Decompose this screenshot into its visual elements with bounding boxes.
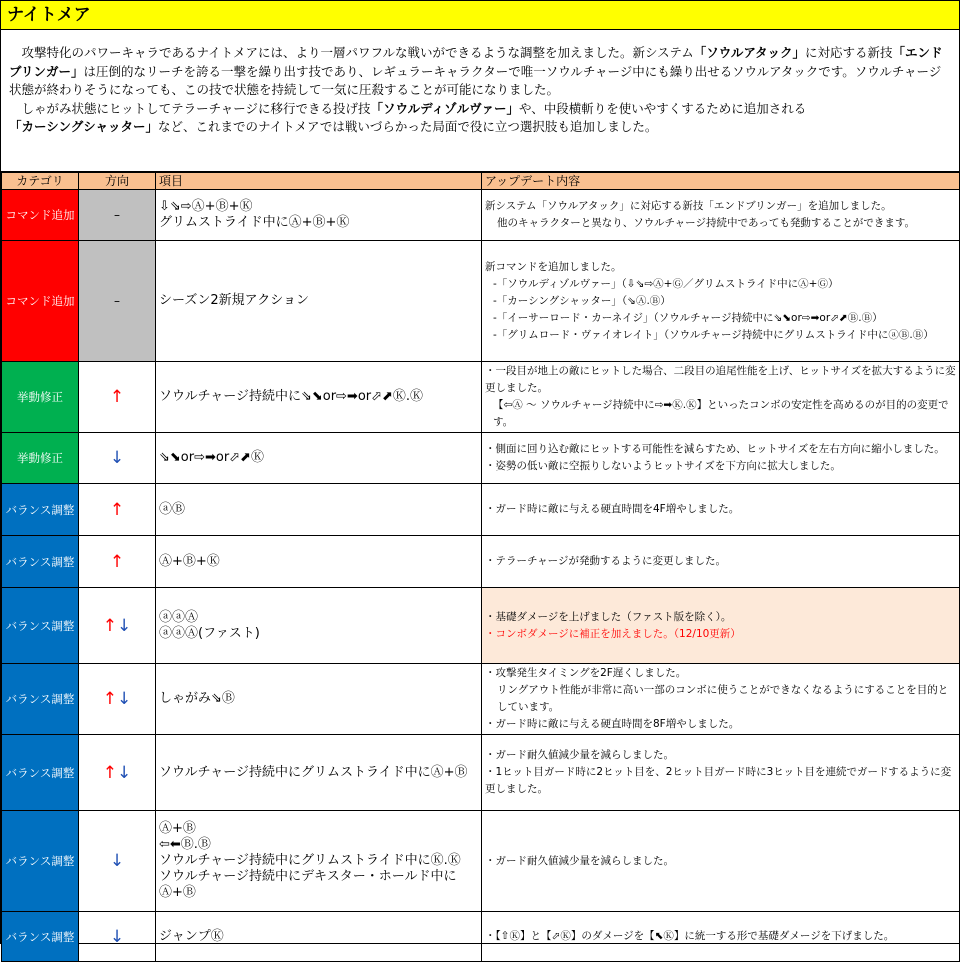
down-arrow-icon: ↓: [117, 615, 132, 636]
table-row: [2, 536, 960, 588]
direction-cell: [79, 735, 156, 811]
item-line: ソウルチャージ持続中にグリムストライド中にⒶ+Ⓑ: [159, 764, 468, 780]
intro-text-span: など、これまでのナイトメアでは戦いづらかった局面で役に立つ選択肢も追加しました。: [157, 119, 658, 134]
update-cell: [482, 735, 960, 811]
update-cell: [482, 536, 960, 588]
header-update: アップデート内容: [482, 173, 960, 190]
page-title: ナイトメア: [1, 1, 959, 30]
item-cell: [156, 190, 482, 241]
table-row: [2, 735, 960, 811]
item-line: Ⓐ+Ⓑ: [159, 821, 196, 836]
update-line: リングアウト性能が非常に高い一部のコンボに使うことができなくなるようにすることを目的としています。: [497, 684, 949, 713]
header-direction: 方向: [79, 173, 156, 190]
header-category: カテゴリ: [2, 173, 79, 190]
item-cell: [156, 484, 482, 536]
update-line: ・1ヒット目ガード時に2ヒット目を、2ヒット目ガード時に3ヒット目を連続でガードするように変更しました。: [485, 766, 952, 795]
item-line: ⇦⬅Ⓑ.Ⓑ: [159, 837, 211, 852]
item-cell: [156, 664, 482, 735]
item-line: グリムストライド中にⒶ+Ⓑ+Ⓚ: [159, 215, 350, 230]
table-row: [2, 664, 960, 735]
intro-bold-soul-dissolver: 「ソウルディゾルヴァー」: [370, 100, 520, 116]
item-cell: [156, 362, 482, 433]
update-line: 他のキャラクターと異なり、ソウルチャージ持続中であっても発動することができます。: [497, 217, 916, 229]
item-cell: [156, 536, 482, 588]
update-line: ・【⇧Ⓚ】と【⬀Ⓚ】のダメージを【⬉Ⓚ】に統一する形で基礎ダメージを下げました。: [485, 930, 895, 942]
update-cell: [482, 811, 960, 912]
down-arrow-icon: ↓: [117, 762, 132, 783]
table-row: [2, 811, 960, 912]
item-line: ジャンプⓀ: [159, 928, 224, 944]
item-line: ソウルチャージ持続中にグリムストライド中にⓀ.Ⓚ: [159, 853, 461, 868]
update-line: ・ガード時に敵に与える硬直時間を4F増やしました。: [485, 503, 740, 515]
table-row: [2, 588, 960, 664]
item-cell: [156, 241, 482, 362]
table-row: [2, 190, 960, 241]
intro-text: [1, 30, 959, 172]
update-cell: [482, 912, 960, 962]
update-cell: [482, 664, 960, 735]
category-cell: コマンド追加: [2, 190, 79, 241]
up-arrow-icon: ↑: [102, 762, 117, 783]
update-cell: [482, 484, 960, 536]
table-header-row: [2, 173, 960, 190]
up-arrow-icon: ↑: [102, 615, 117, 636]
header-item: 項目: [156, 173, 482, 190]
update-line: 新コマンドを追加しました。: [485, 260, 622, 273]
item-line: ⓐⓐⒶ(ファスト): [159, 625, 260, 641]
category-cell: バランス調整: [2, 811, 79, 912]
item-line: ソウルチャージ持続中に⇘⬊or⇨➡or⬀⬈Ⓚ.Ⓚ: [159, 389, 424, 404]
update-table: [1, 172, 960, 962]
down-arrow-icon: ↓: [117, 689, 132, 709]
item-line: Ⓐ+Ⓑ+Ⓚ: [159, 553, 220, 569]
item-line: ソウルチャージ持続中にデキスター・ホールド中にⒶ+Ⓑ: [159, 869, 457, 900]
item-cell: [156, 811, 482, 912]
update-line: ・姿勢の低い敵に空振りしないようヒットサイズを下方向に拡大しました。: [485, 460, 841, 472]
direction-cell: ↓: [79, 811, 156, 912]
update-line: 【⇦Ⓐ ～ ソウルチャージ持続中に⇨➡Ⓚ.Ⓚ】といったコンボの安定性を高めるのが目的の変更です。: [493, 399, 949, 428]
category-cell: コマンド追加: [2, 241, 79, 362]
update-line: -「カーシングシャッター」（⇘Ⓐ.Ⓑ）: [493, 294, 671, 307]
category-cell: バランス調整: [2, 536, 79, 588]
direction-cell: –: [79, 241, 156, 362]
direction-cell: [79, 588, 156, 664]
direction-cell: ↓: [79, 433, 156, 484]
update-line-revised: ・コンボダメージに補正を加えました。（12/10更新）: [485, 627, 741, 640]
update-line: -「グリムロード・ヴァイオレイト」（ソウルチャージ持続中にグリムストライド中にⓐⒷ.Ⓑ）: [493, 328, 934, 341]
intro-bold-soul-attack: 「ソウルアタック」: [693, 45, 806, 60]
item-line: しゃがみ⇘Ⓑ: [159, 691, 235, 706]
intro-bold-end-bringer: 「エンドブリンガー」: [9, 45, 943, 79]
direction-cell: ↑: [79, 362, 156, 433]
update-cell: [482, 588, 960, 664]
direction-cell: ↓: [79, 912, 156, 962]
category-cell: バランス調整: [2, 912, 79, 962]
category-cell: バランス調整: [2, 664, 79, 735]
category-cell: 挙動修正: [2, 362, 79, 433]
item-line: ⇘⬊or⇨➡or⬀⬈Ⓚ: [159, 450, 264, 465]
update-cell: [482, 241, 960, 362]
intro-text-span: は圧倒的なリーチを誇る一撃を繰り出す技であり、レギュラーキャラクターで唯一ソウルチャージ中にも繰り出せるソウルアタックです。ソウルチャージ状態が終わりそうになっても、この技で状態を持続して一気に圧殺することが可能になりました。: [9, 63, 942, 97]
intro-text-span: に対応する新技: [805, 45, 893, 60]
category-cell: バランス調整: [2, 588, 79, 664]
update-line: ・基礎ダメージを上げました（ファスト版を除く）。: [485, 610, 732, 623]
table-row: [2, 912, 960, 962]
intro-bold-cursing-shatter: 「カーシングシャッター」: [9, 119, 158, 134]
table-row: [2, 241, 960, 362]
direction-cell: ↑: [79, 536, 156, 588]
update-line: ・ガード時に敵に与える硬直時間を8F増やしました。: [485, 718, 740, 730]
update-cell: [482, 362, 960, 433]
table-row: [2, 484, 960, 536]
intro-text-span: や、中段横斬りを使いやすくするために追加される: [519, 100, 807, 116]
category-cell: バランス調整: [2, 735, 79, 811]
item-cell: [156, 433, 482, 484]
item-cell: [156, 735, 482, 811]
update-line: 新システム「ソウルアタック」に対応する新技「エンドブリンガー」を追加しました。: [485, 200, 892, 212]
table-row: [2, 362, 960, 433]
update-line: -「ソウルディゾルヴァー」（⇩⇘⇨Ⓐ+Ⓖ／グリムストライド中にⒶ+Ⓖ）: [493, 277, 839, 290]
item-cell: [156, 588, 482, 664]
intro-text-span: しゃがみ状態にヒットしてテラーチャージに移行できる投げ技: [9, 100, 371, 116]
intro-paragraph-1: [9, 44, 951, 100]
item-line: ⇩⇘⇨Ⓐ+Ⓑ+Ⓚ: [159, 199, 253, 214]
item-line: ⓐⒷ: [159, 501, 186, 517]
direction-cell: [79, 664, 156, 735]
category-cell: バランス調整: [2, 484, 79, 536]
update-line: ・一段目が地上の敵にヒットした場合、二段目の追尾性能を上げ、ヒットサイズを拡大するように変更しました。: [485, 365, 956, 394]
update-cell: [482, 190, 960, 241]
item-line: シーズン2新規アクション: [159, 293, 309, 308]
update-line: -「イーサーロード・カーネイジ」（ソウルチャージ持続中に⇘⬊or⇨➡or⬀⬈Ⓑ.Ⓑ）: [493, 311, 883, 324]
update-line: ・側面に回り込む敵にヒットする可能性を減らすため、ヒットサイズを左右方向に縮小しました。: [485, 443, 945, 455]
up-arrow-icon: ↑: [102, 689, 117, 709]
intro-text-span: 攻撃特化のパワーキャラであるナイトメアには、より一層パワフルな戦いができるような調整を加えました。新システム: [9, 45, 694, 60]
update-line: ・ガード耐久値減少量を減らしました。: [485, 854, 674, 867]
update-line: ・ガード耐久値減少量を減らしました。: [485, 749, 674, 761]
table-row: [2, 433, 960, 484]
category-cell: 挙動修正: [2, 433, 79, 484]
item-cell: [156, 912, 482, 962]
update-line: ・攻撃発生タイミングを2F遅くしました。: [485, 667, 687, 679]
update-line: ・テラーチャージが発動するように変更しました。: [485, 555, 726, 567]
intro-paragraph-2: [9, 100, 951, 137]
direction-cell: ↑: [79, 484, 156, 536]
update-cell: [482, 433, 960, 484]
item-line: ⓐⓐⒶ: [159, 609, 199, 625]
direction-cell: –: [79, 190, 156, 241]
